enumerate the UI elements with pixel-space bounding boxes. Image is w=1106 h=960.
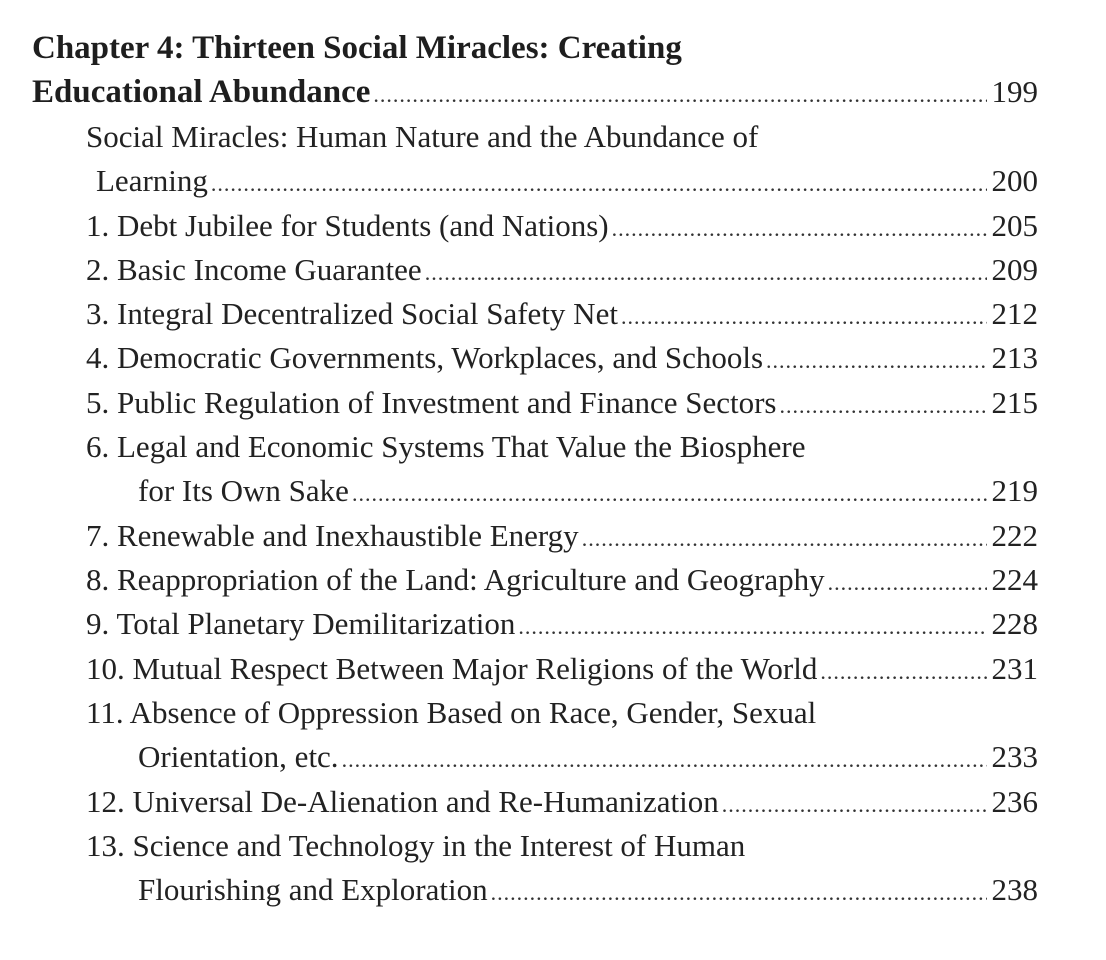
page-number: 222	[991, 518, 1038, 553]
page-number: 224	[991, 562, 1038, 597]
toc-entry	[86, 248, 1038, 292]
page-number: 228	[991, 606, 1038, 641]
toc-entry-line	[86, 691, 816, 735]
entry-title: 13. Science and Technology in the Interest of Human	[86, 828, 746, 863]
entry-title: 4. Democratic Governments, Workplaces, and Schools	[86, 340, 764, 375]
entry-title: 5. Public Regulation of Investment and Finance Sectors	[86, 385, 777, 420]
page-number: 219	[991, 473, 1038, 508]
toc-entry	[86, 602, 1038, 646]
page-number: 199	[991, 74, 1038, 109]
toc-entry	[86, 336, 1038, 380]
toc-entry-line	[96, 159, 1038, 203]
page-number: 209	[991, 252, 1038, 287]
dot-leader	[211, 162, 987, 206]
toc-entry	[86, 204, 1038, 248]
entry-title-continued: Learning	[96, 163, 208, 198]
entry-title: 9. Total Planetary Demilitarization	[86, 606, 516, 641]
entry-title: 1. Debt Jubilee for Students (and Nations)	[86, 208, 609, 243]
toc-entry-line	[86, 425, 805, 469]
dot-leader	[820, 650, 986, 694]
page-number: 231	[991, 651, 1038, 686]
toc-entry	[86, 780, 1038, 824]
page-number: 215	[991, 385, 1038, 420]
entry-title: 12. Universal De-Alienation and Re-Humanization	[86, 784, 719, 819]
chapter-title: Chapter 4: Thirteen Social Miracles: Creating	[32, 30, 682, 66]
toc-entry	[86, 292, 1038, 336]
chapter-title-line-1	[32, 26, 682, 70]
dot-leader	[342, 738, 987, 782]
entry-title: 11. Absence of Oppression Based on Race, Gender, Sexual	[86, 695, 817, 730]
entry-title: 2. Basic Income Guarantee	[86, 252, 422, 287]
dot-leader	[491, 871, 987, 915]
page-number: 236	[991, 784, 1038, 819]
entry-title: 8. Reappropriation of the Land: Agriculture and Geography	[86, 562, 825, 597]
page-number: 233	[991, 739, 1038, 774]
page-number: 200	[991, 163, 1038, 198]
dot-leader	[766, 339, 986, 383]
page-number: 205	[991, 208, 1038, 243]
dot-leader	[582, 517, 987, 561]
toc-entry-line	[138, 868, 1038, 912]
dot-leader	[828, 561, 987, 605]
dot-leader	[425, 251, 987, 295]
dot-leader	[352, 472, 987, 516]
dot-leader	[621, 295, 987, 339]
page-number: 212	[991, 296, 1038, 331]
toc-entry-line	[86, 115, 758, 159]
entry-title-continued: Orientation, etc.	[138, 739, 339, 774]
entry-title: 3. Integral Decentralized Social Safety Net	[86, 296, 618, 331]
dot-leader	[373, 73, 986, 117]
chapter-title-continued: Educational Abundance	[32, 74, 371, 110]
entry-title: 7. Renewable and Inexhaustible Energy	[86, 518, 579, 553]
toc-entry	[86, 647, 1038, 691]
dot-leader	[722, 783, 987, 827]
entry-title-continued: for Its Own Sake	[138, 473, 349, 508]
page-number: 213	[991, 340, 1038, 375]
entry-title: 6. Legal and Economic Systems That Value the Biosphere	[86, 429, 806, 464]
entry-title-continued: Flourishing and Exploration	[138, 872, 488, 907]
dot-leader	[779, 384, 986, 428]
page-number: 238	[991, 872, 1038, 907]
entry-title: 10. Mutual Respect Between Major Religions of the World	[86, 651, 818, 686]
toc-entry	[86, 514, 1038, 558]
toc-entry-line	[138, 469, 1038, 513]
toc-entry-line	[138, 735, 1038, 779]
entry-title: Social Miracles: Human Nature and the Abundance of	[86, 119, 759, 154]
toc-entry-line	[86, 824, 745, 868]
dot-leader	[612, 207, 987, 251]
toc-entry	[86, 558, 1038, 602]
dot-leader	[518, 605, 986, 649]
chapter-title-line-2	[32, 70, 1038, 114]
toc-entry	[86, 381, 1038, 425]
